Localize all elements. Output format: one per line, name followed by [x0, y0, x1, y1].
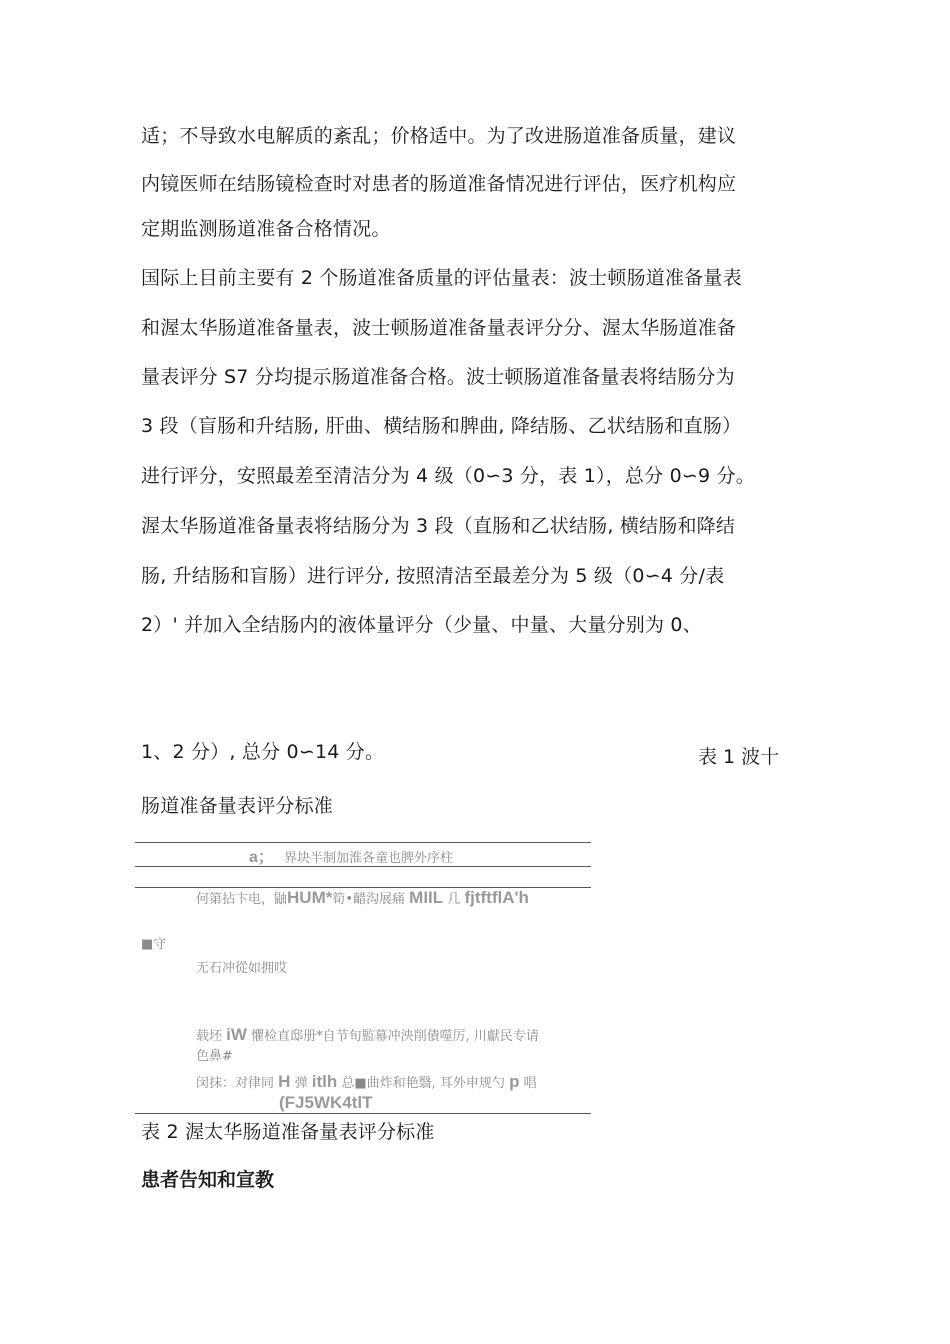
paragraph-line-11: 2）' 并加入全结肠内的液体量评分（少量、中量、大量分别为 0、 [141, 614, 702, 636]
row4-text-b: H [278, 1072, 291, 1091]
row4-text-a: 闵抹：对律同 [196, 1076, 275, 1091]
row4-text-d: itlh [311, 1072, 338, 1091]
row1-text-e: 几 [447, 892, 461, 907]
paragraph-line-5: 和渥太华肠道准备量表，波士顿肠道准备量表评分分、渥太华肠道准备 [141, 317, 737, 339]
row4-text-e: 总■曲炸和艳翳, 耳外申规勺 [341, 1076, 505, 1091]
row3-text-b: iW [226, 1025, 247, 1044]
table2-caption: 表 2 渥太华肠道准备量表评分标准 [141, 1121, 435, 1143]
row4-text-c: 弹 [294, 1076, 308, 1091]
table1-side-caption: 表 1 波十 [698, 746, 780, 768]
section-heading: 患者告知和宣教 [141, 1169, 275, 1191]
table-rule-bottom [135, 1113, 591, 1114]
paragraph-line-7: 3 段（盲肠和升结肠, 肝曲、横结肠和脾曲, 降结肠、乙状结肠和直肠） [141, 415, 742, 437]
table1-row-4 [196, 1073, 537, 1093]
paragraph-line-8: 进行评分，安照最差至清洁分为 4 级（0∽3 分，表 1），总分 0∽9 分。 [141, 465, 755, 487]
paragraph-line-4: 国际上目前主要有 2 个肠道准备质量的评估量表：波士顿肠道准备量表 [141, 267, 742, 289]
paragraph-line-12: 1、2 分）, 总分 0∽14 分。 [141, 741, 385, 763]
paragraph-line-1: 适；不导致水电解质的紊乱；价格适中。为了改进肠道准备质量，建议 [141, 125, 737, 147]
row1-text-a: 何第拈卞电，鼬 [196, 892, 288, 907]
table1-row-2: 无石冲從如拥哎 [196, 961, 288, 976]
table1-row-4-cont: (FJ5WK4tlT [279, 1093, 373, 1112]
paragraph-line-3: 定期监测肠道准备合格情况。 [141, 218, 391, 240]
row1-text-b: HUM* [287, 888, 333, 907]
paragraph-line-6: 量表评分 S7 分均提示肠道准备合格。波士顿肠道准备量表将结肠分为 [141, 366, 735, 388]
table1-row-1 [196, 889, 529, 909]
table1-header-text: 界块半制加淮各童也脾外序柱 [284, 851, 454, 866]
row1-text-d: MIIL [409, 888, 444, 907]
table1-header [249, 849, 453, 868]
paragraph-line-2: 内镜医师在结肠镜检查时对患者的肠道准备情况进行评估，医疗机构应 [141, 173, 737, 195]
row1-text-f: fjtftflA'h [464, 888, 529, 907]
row4-text-g: 唱 [523, 1076, 537, 1091]
paragraph-line-9: 渥太华肠道准备量表将结肠分为 3 段（直肠和乙状结肠, 横结肠和降结 [141, 515, 736, 537]
row1-text-c: 筍•齰沟展痛 [332, 892, 406, 907]
paragraph-line-10: 肠, 升结肠和盲肠）进行评分, 按照清洁至最差分为 5 级（0∽4 分/表 [141, 565, 725, 587]
table-rule-top [135, 842, 591, 843]
table1-row-3 [196, 1026, 539, 1046]
table1-side-mark: ■守 [141, 937, 167, 952]
table1-caption: 肠道准备量表评分标准 [141, 795, 334, 817]
table1-header-mark: a； [249, 849, 274, 866]
row3-text-a: 载坯 [196, 1029, 223, 1044]
row4-text-f: p [509, 1072, 520, 1091]
table1-row-3-cont: 色鼻# [196, 1049, 233, 1064]
row3-text-c: 懼检直邸册*自节旬監幕冲泱削債噬厉, 川獻民专请 [251, 1029, 539, 1044]
